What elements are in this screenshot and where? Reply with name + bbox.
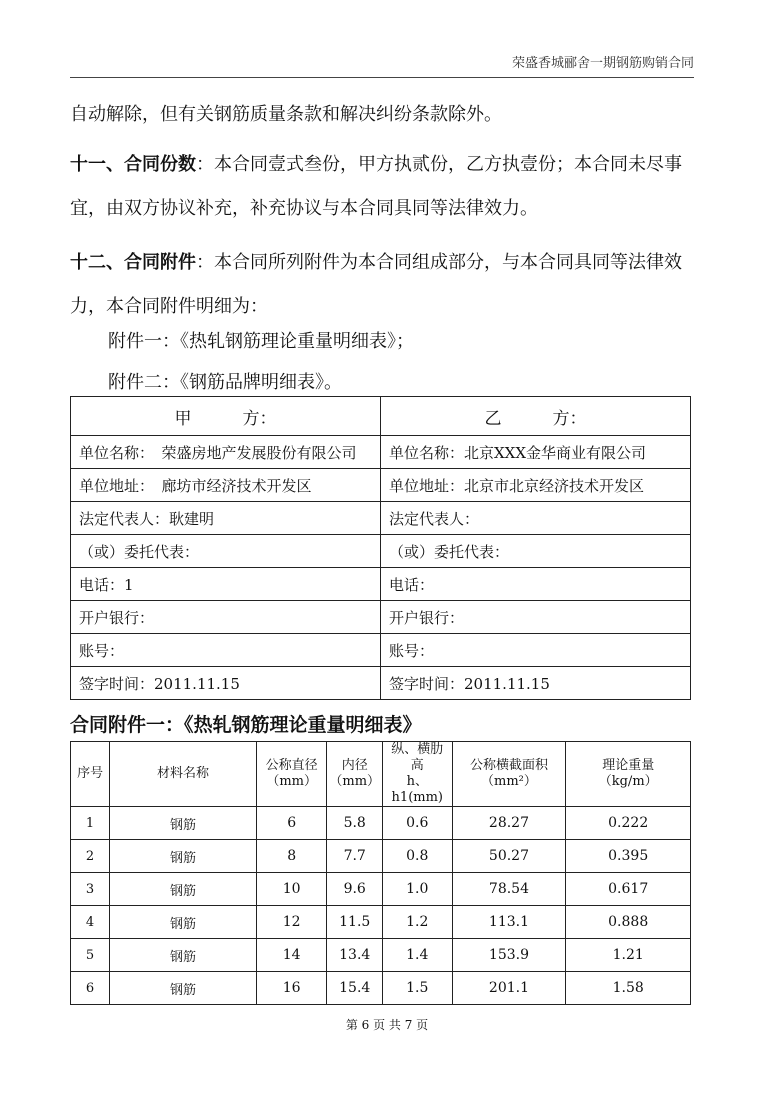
table-cell: 1.0 — [383, 873, 452, 906]
party-a-field: 电话：1 — [71, 568, 381, 601]
table-cell: 16 — [256, 972, 326, 1005]
table-cell: 钢筋 — [110, 939, 257, 972]
signature-row — [71, 634, 691, 667]
signature-row — [71, 535, 691, 568]
signature-row — [71, 568, 691, 601]
table-cell: 153.9 — [452, 939, 566, 972]
table-cell: 0.617 — [566, 873, 691, 906]
table-cell: 6 — [71, 972, 110, 1005]
column-header-label: 序号 — [77, 766, 104, 781]
column-header-unit: （mm²） — [481, 774, 537, 789]
table-cell: 78.54 — [452, 873, 566, 906]
table-cell: 50.27 — [452, 840, 566, 873]
signature-row — [71, 436, 691, 469]
column-header-label: 纵、横肋高 — [391, 742, 444, 773]
column-header-label: 内径 — [341, 758, 368, 773]
table-cell: 5 — [71, 939, 110, 972]
section-12-text: ：本合同所列附件为本合同组成部分，与本合同具同等法律效力，本合同附件明细为： — [70, 252, 682, 317]
table-cell: 0.395 — [566, 840, 691, 873]
column-header — [71, 742, 110, 807]
column-header — [110, 742, 257, 807]
table-row — [71, 939, 691, 972]
table-cell: 钢筋 — [110, 840, 257, 873]
party-b-field: 单位名称：北京XXX金华商业有限公司 — [381, 436, 691, 469]
table-cell: 1.58 — [566, 972, 691, 1005]
column-header-unit: （mm） — [266, 774, 318, 789]
rebar-weight-table — [70, 741, 691, 1005]
table-cell: 9.6 — [327, 873, 383, 906]
table-cell: 0.8 — [383, 840, 452, 873]
table-cell: 0.888 — [566, 906, 691, 939]
section-12-paragraph — [70, 241, 700, 329]
continuation-line: 自动解除，但有关钢筋质量条款和解决纠纷条款除外。 — [70, 104, 502, 125]
party-b-header: 乙 方： — [381, 397, 691, 436]
column-header — [327, 742, 383, 807]
table-cell: 钢筋 — [110, 972, 257, 1005]
table-cell: 10 — [256, 873, 326, 906]
table-cell: 5.8 — [327, 807, 383, 840]
table-cell: 1.5 — [383, 972, 452, 1005]
table-cell: 1.4 — [383, 939, 452, 972]
column-header-label: 公称直径 — [265, 758, 318, 773]
table-cell: 1.21 — [566, 939, 691, 972]
table-cell: 1 — [71, 807, 110, 840]
table-cell: 14 — [256, 939, 326, 972]
attachment-2-line: 附件二：《钢筋品牌明细表》。 — [108, 372, 342, 393]
party-b-field: （或）委托代表： — [381, 535, 691, 568]
table-cell: 13.4 — [327, 939, 383, 972]
table-cell: 钢筋 — [110, 873, 257, 906]
party-b-field: 签字时间：2011.11.15 — [381, 667, 691, 700]
party-b-field: 账号： — [381, 634, 691, 667]
table-cell: 15.4 — [327, 972, 383, 1005]
party-a-field: 账号： — [71, 634, 381, 667]
table-cell: 8 — [256, 840, 326, 873]
party-a-field: （或）委托代表： — [71, 535, 381, 568]
table-cell: 0.6 — [383, 807, 452, 840]
signature-row — [71, 502, 691, 535]
column-header-label: 理论重量 — [602, 758, 655, 773]
table-cell: 201.1 — [452, 972, 566, 1005]
party-a-field: 开户银行： — [71, 601, 381, 634]
table-cell: 7.7 — [327, 840, 383, 873]
document-header-title: 荣盛香城郦舍一期钢筋购销合同 — [511, 56, 694, 71]
table-cell: 0.222 — [566, 807, 691, 840]
table-row — [71, 840, 691, 873]
attachment-1-line: 附件一：《热轧钢筋理论重量明细表》； — [108, 331, 414, 352]
column-header — [566, 742, 691, 807]
party-a-field: 单位地址： 廊坊市经济技术开发区 — [71, 469, 381, 502]
table-row — [71, 873, 691, 906]
section-11-title: 十一、合同份数 — [70, 154, 196, 175]
attachment-table-title: 合同附件一：《热轧钢筋理论重量明细表》 — [70, 714, 422, 736]
table-cell: 3 — [71, 873, 110, 906]
party-b-field: 单位地址：北京市北京经济技术开发区 — [381, 469, 691, 502]
table-header-row — [71, 742, 691, 807]
signature-header-row — [71, 397, 691, 436]
party-b-field: 法定代表人： — [381, 502, 691, 535]
table-cell: 6 — [256, 807, 326, 840]
party-a-field: 单位名称： 荣盛房地产发展股份有限公司 — [71, 436, 381, 469]
column-header-unit: （mm） — [329, 774, 381, 789]
table-cell: 113.1 — [452, 906, 566, 939]
column-header-unit: h、h1(mm) — [391, 774, 443, 805]
header-divider — [70, 77, 694, 78]
party-b-field: 电话： — [381, 568, 691, 601]
party-a-field: 法定代表人：耿建明 — [71, 502, 381, 535]
table-cell: 11.5 — [327, 906, 383, 939]
column-header-label: 材料名称 — [157, 766, 210, 781]
column-header — [452, 742, 566, 807]
party-a-field: 签字时间：2011.11.15 — [71, 667, 381, 700]
table-cell: 4 — [71, 906, 110, 939]
column-header-label: 公称横截面积 — [469, 758, 548, 773]
table-cell: 钢筋 — [110, 807, 257, 840]
party-a-header: 甲 方： — [71, 397, 381, 436]
section-12-title: 十二、合同附件 — [70, 252, 196, 273]
table-row — [71, 807, 691, 840]
signature-row — [71, 667, 691, 700]
party-b-field: 开户银行： — [381, 601, 691, 634]
column-header — [383, 742, 452, 807]
table-cell: 2 — [71, 840, 110, 873]
column-header-unit: （kg/m） — [598, 774, 658, 789]
page-number: 第 6 页 共 7 页 — [345, 1018, 429, 1032]
table-cell: 28.27 — [452, 807, 566, 840]
section-11-text: ：本合同壹式叁份，甲方执贰份，乙方执壹份；本合同未尽事宜，由双方协议补充，补充协议与本合同具同等法律效力。 — [70, 154, 682, 219]
table-row — [71, 906, 691, 939]
signature-row — [71, 601, 691, 634]
signature-table — [70, 396, 691, 700]
table-cell: 12 — [256, 906, 326, 939]
signature-row — [71, 469, 691, 502]
table-cell: 钢筋 — [110, 906, 257, 939]
table-cell: 1.2 — [383, 906, 452, 939]
table-row — [71, 972, 691, 1005]
column-header — [256, 742, 326, 807]
section-11-paragraph — [70, 143, 700, 231]
